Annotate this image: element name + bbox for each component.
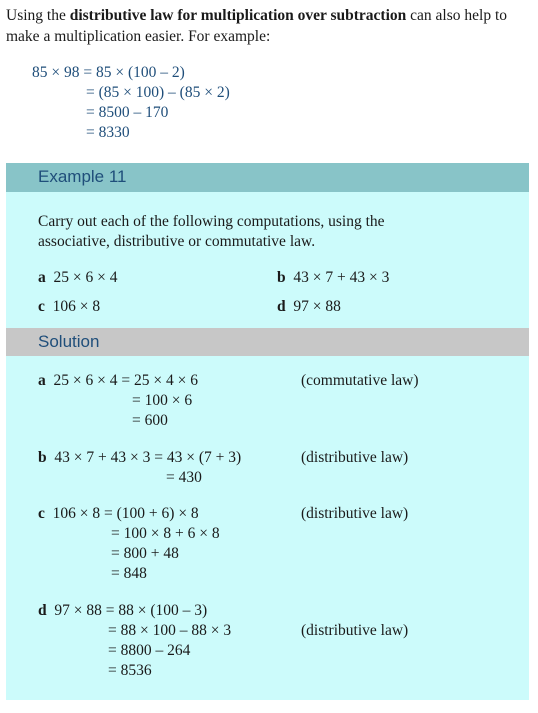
intro-text: can also help to (406, 7, 508, 24)
question-b (277, 269, 389, 287)
example-title: Example 11 (38, 167, 127, 186)
question-expr: 43 × 7 + 43 × 3 (293, 269, 390, 286)
intro-bold-term: distributive law for multiplication over subtraction (69, 7, 407, 24)
question-label: d (277, 298, 286, 315)
question-expr: 25 × 6 × 4 (53, 269, 118, 286)
question-c (38, 298, 100, 316)
worked-line-4: = 8330 (86, 124, 130, 141)
solution-label: b (38, 449, 47, 466)
intro-line-2: make a multiplication easier. For example: (6, 28, 271, 45)
solution-a-law: (commutative law) (301, 372, 419, 389)
question-label: a (38, 269, 46, 286)
solution-c-line-3: = 800 + 48 (111, 545, 179, 562)
solution-a-line-1 (38, 372, 198, 390)
solution-label: a (38, 372, 46, 389)
solution-b-line-2: = 430 (166, 469, 202, 486)
solution-d-law: (distributive law) (301, 622, 409, 639)
solution-expr: 25 × 6 × 4 = 25 × 4 × 6 (53, 372, 198, 389)
solution-c-law: (distributive law) (301, 505, 409, 522)
worked-line-1: 85 × 98 = 85 × (100 – 2) (32, 64, 185, 81)
question-expr: 106 × 8 (52, 298, 101, 315)
solution-c-line-1 (38, 505, 199, 523)
instruction-line-2: associative, distributive or commutative law. (38, 233, 316, 250)
intro-line-1 (6, 5, 507, 26)
solution-expr: 97 × 88 = 88 × (100 – 3) (54, 602, 208, 619)
worked-line-2: = (85 × 100) – (85 × 2) (86, 84, 230, 101)
solution-a-line-2: = 100 × 6 (132, 392, 193, 409)
question-d (277, 298, 341, 316)
solution-d-line-3: = 8800 – 264 (108, 642, 191, 659)
worked-line-3: = 8500 – 170 (86, 104, 169, 121)
solution-d-line-2: = 88 × 100 – 88 × 3 (108, 622, 232, 639)
solution-c-line-2: = 100 × 8 + 6 × 8 (111, 525, 220, 542)
instruction-line-1: Carry out each of the following computations, using the (38, 213, 385, 230)
solution-expr: 43 × 7 + 43 × 3 = 43 × (7 + 3) (54, 449, 242, 466)
solution-b-law: (distributive law) (301, 449, 409, 466)
solution-label: c (38, 505, 45, 522)
solution-title: Solution (38, 332, 100, 351)
question-expr: 97 × 88 (293, 298, 341, 315)
intro-text: Using the (6, 7, 70, 24)
solution-c-line-4: = 848 (111, 565, 147, 582)
solution-expr: 106 × 8 = (100 + 6) × 8 (52, 505, 199, 522)
question-a (38, 269, 117, 287)
solution-b-line-1 (38, 449, 241, 467)
solution-d-line-4: = 8536 (108, 662, 152, 679)
solution-label: d (38, 602, 47, 619)
solution-a-line-3: = 600 (132, 412, 168, 429)
question-label: c (38, 298, 45, 315)
solution-d-line-1 (38, 602, 207, 620)
question-label: b (277, 269, 286, 286)
